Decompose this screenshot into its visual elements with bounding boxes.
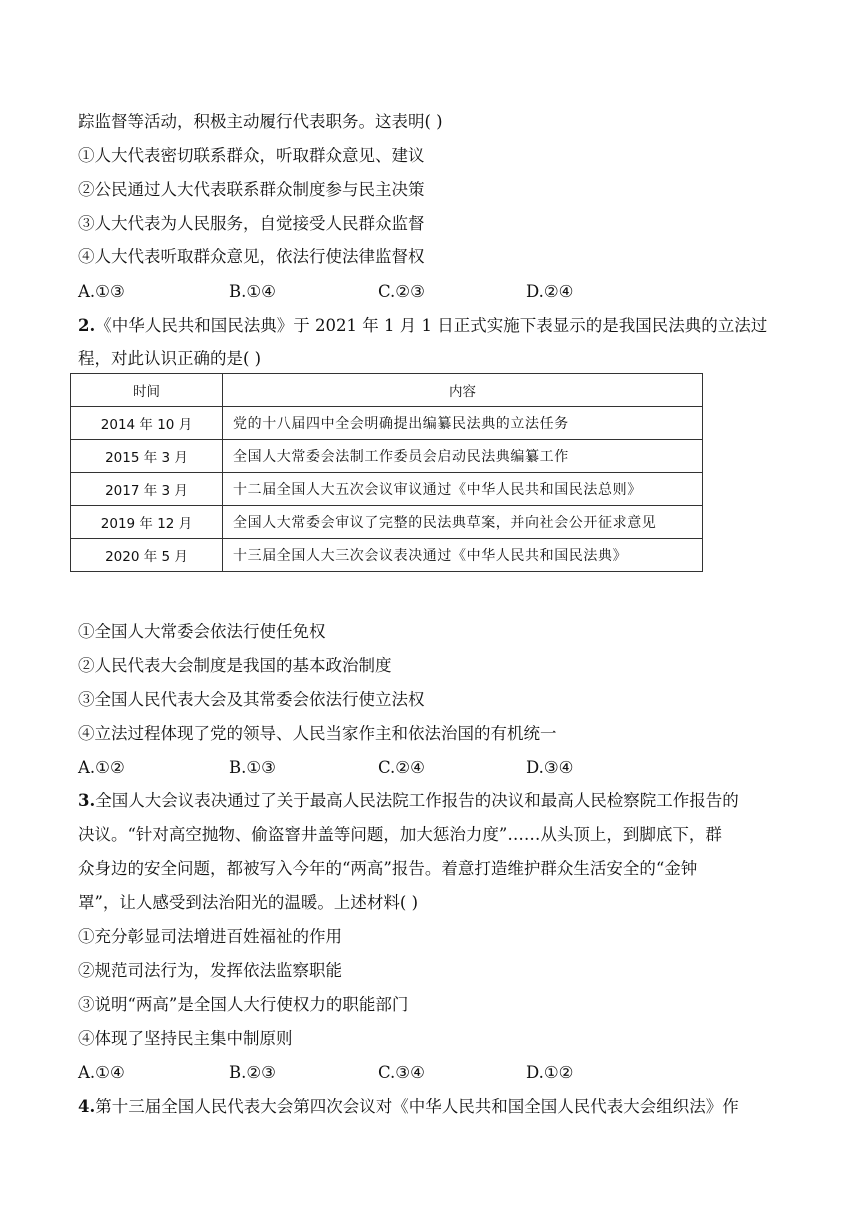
q2-number: 2. bbox=[78, 316, 96, 335]
q2-option-c[interactable]: C.②④ bbox=[378, 758, 425, 777]
q3-stem-line-2: 决议。“针对高空抛物、偷盗窨井盖等问题，加大惩治力度”……从头顶上，到脚底下，群 bbox=[78, 825, 722, 844]
q2-stem-line-2: 程，对此认识正确的是( ) bbox=[78, 349, 262, 368]
q2-item-4: ④立法过程体现了党的领导、人民当家作主和依法治国的有机统一 bbox=[78, 724, 557, 743]
q3-item-3: ③说明“两高”是全国人大行使权力的职能部门 bbox=[78, 995, 409, 1014]
row-date: 2019 年 12 月 bbox=[71, 506, 223, 539]
row-date: 2015 年 3 月 bbox=[71, 440, 223, 473]
q2-item-1: ①全国人大常委会依法行使任免权 bbox=[78, 622, 326, 641]
q4-stem-text-1: 第十三届全国人民代表大会第四次会议对《中华人民共和国全国人民代表大会组织法》作 bbox=[95, 1097, 739, 1116]
q3-option-d[interactable]: D.①② bbox=[526, 1063, 574, 1082]
q1-option-c[interactable]: C.②③ bbox=[378, 282, 425, 301]
table-row bbox=[71, 539, 703, 572]
q3-item-1: ①充分彰显司法增进百姓福祉的作用 bbox=[78, 927, 342, 946]
q2-stem-text-1: 《中华人民共和国民法典》于 2021 年 1 月 1 日正式实施下表显示的是我国民法典的立法过 bbox=[95, 316, 768, 335]
q3-option-a[interactable]: A.①④ bbox=[78, 1063, 125, 1082]
q2-option-a[interactable]: A.①② bbox=[78, 758, 125, 777]
q3-number: 3. bbox=[78, 791, 96, 810]
q2-item-2: ②人民代表大会制度是我国的基本政治制度 bbox=[78, 656, 392, 675]
q1-item-4: ④人大代表听取群众意见，依法行使法律监督权 bbox=[78, 247, 425, 266]
q1-item-1: ①人大代表密切联系群众，听取群众意见、建议 bbox=[78, 146, 425, 165]
q2-item-3: ③全国人民代表大会及其常委会依法行使立法权 bbox=[78, 690, 425, 709]
table-row bbox=[71, 506, 703, 539]
q1-option-a[interactable]: A.①③ bbox=[78, 282, 125, 301]
q3-stem-line-3: 众身边的安全问题，都被写入今年的“两高”报告。着意打造维护群众生活安全的“金钟 bbox=[78, 859, 698, 878]
table-row bbox=[71, 473, 703, 506]
q2-option-b[interactable]: B.①③ bbox=[229, 758, 276, 777]
q1-item-2: ②公民通过人大代表联系群众制度参与民主决策 bbox=[78, 180, 425, 199]
row-date: 2014 年 10 月 bbox=[71, 407, 223, 440]
table-row bbox=[71, 407, 703, 440]
table-row bbox=[71, 440, 703, 473]
q3-option-b[interactable]: B.②③ bbox=[229, 1063, 276, 1082]
q2-stem-line-1 bbox=[78, 314, 767, 338]
q3-option-c[interactable]: C.③④ bbox=[378, 1063, 425, 1082]
q3-item-2: ②规范司法行为，发挥依法监察职能 bbox=[78, 961, 342, 980]
header-content: 内容 bbox=[223, 374, 703, 407]
q3-stem-line-1 bbox=[78, 789, 739, 813]
row-content: 党的十八届四中全会明确提出编纂民法典的立法任务 bbox=[223, 407, 703, 440]
row-date: 2020 年 5 月 bbox=[71, 539, 223, 572]
q1-option-d[interactable]: D.②④ bbox=[526, 282, 574, 301]
row-content: 十三届全国人大三次会议表决通过《中华人民共和国民法典》 bbox=[223, 539, 703, 572]
row-content: 全国人大常委会审议了完整的民法典草案，并向社会公开征求意见 bbox=[223, 506, 703, 539]
row-content: 全国人大常委会法制工作委员会启动民法典编纂工作 bbox=[223, 440, 703, 473]
q4-stem-line-1 bbox=[78, 1095, 739, 1119]
q1-option-b[interactable]: B.①④ bbox=[229, 282, 276, 301]
q2-option-d[interactable]: D.③④ bbox=[526, 758, 574, 777]
q3-item-4: ④体现了坚持民主集中制原则 bbox=[78, 1029, 293, 1048]
table-header-row bbox=[71, 374, 703, 407]
q3-stem-text-1: 全国人大会议表决通过了关于最高人民法院工作报告的决议和最高人民检察院工作报告的 bbox=[95, 791, 739, 810]
q4-number: 4. bbox=[78, 1097, 96, 1116]
header-time: 时间 bbox=[71, 374, 223, 407]
q3-stem-line-4: 罩”，让人感受到法治阳光的温暖。上述材料( ) bbox=[78, 893, 419, 912]
q1-item-3: ③人大代表为人民服务，自觉接受人民群众监督 bbox=[78, 214, 425, 233]
row-date: 2017 年 3 月 bbox=[71, 473, 223, 506]
q1-stem-continuation: 踪监督等活动，积极主动履行代表职务。这表明( ) bbox=[78, 112, 443, 131]
row-content: 十二届全国人大五次会议审议通过《中华人民共和国民法总则》 bbox=[223, 473, 703, 506]
legislation-timeline-table bbox=[70, 373, 703, 572]
